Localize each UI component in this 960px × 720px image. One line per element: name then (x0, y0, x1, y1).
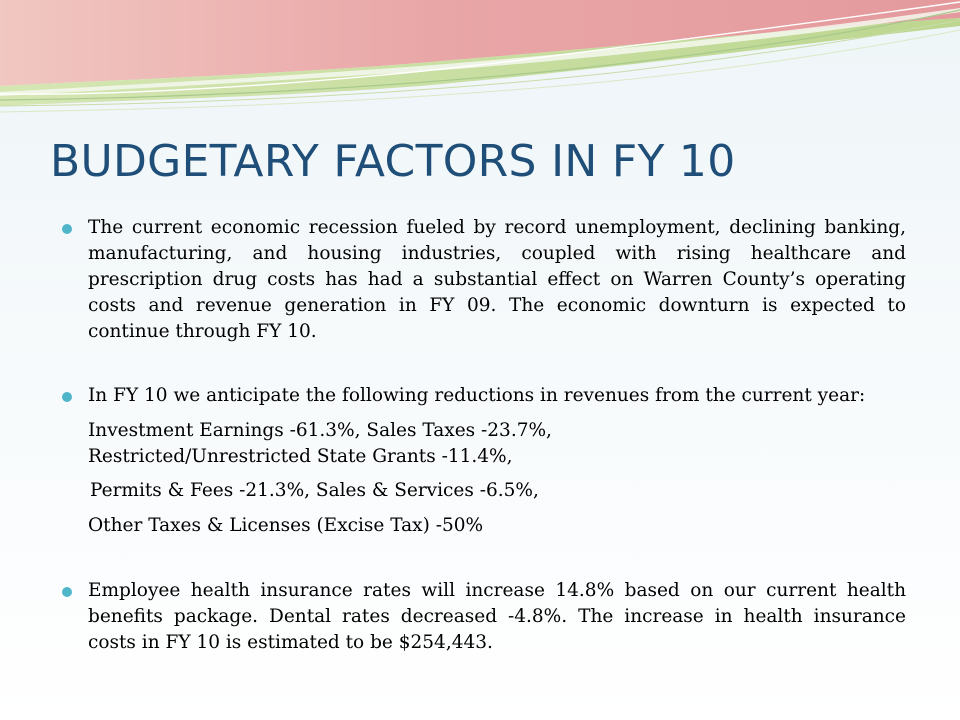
revenue-reduction-line: Restricted/Unrestricted State Grants -11.4%, (88, 446, 513, 467)
revenue-reduction-line: Investment Earnings -61.3%, Sales Taxes -23.7%, (88, 420, 552, 441)
bullet-text: Employee health insurance rates will increase 14.8% based on our current health benefits package. Dental rates decreased -4.8%. The increase in health insurance costs in FY 10 is estimated to be $254,443. (88, 580, 906, 653)
revenue-reduction-line: Other Taxes & Licenses (Excise Tax) -50% (88, 515, 484, 536)
content-body (62, 215, 906, 656)
header-wave-decoration (0, 0, 960, 125)
revenue-reduction-line: Permits & Fees -21.3%, Sales & Services -6.5%, (90, 480, 539, 501)
bullet-dot-icon (62, 392, 72, 402)
bullet-text: In FY 10 we anticipate the following reductions in revenues from the current year: (88, 385, 866, 406)
bullet-dot-icon (62, 587, 72, 597)
bullet-dot-icon (62, 224, 72, 234)
slide-title: BUDGETARY FACTORS IN FY 10 (50, 136, 736, 187)
bullet-text: The current economic recession fueled by record unemployment, declining banking, manufacturing, and housing industries, coupled with rising healthcare and prescription drug costs has had a substantial effect on Warren County’s operating costs and revenue generation in FY 09. The economic downturn is expected to continue through FY 10. (88, 217, 906, 342)
bullet-item (62, 578, 906, 656)
bullet-item (62, 215, 906, 345)
bullet-item (62, 383, 906, 409)
